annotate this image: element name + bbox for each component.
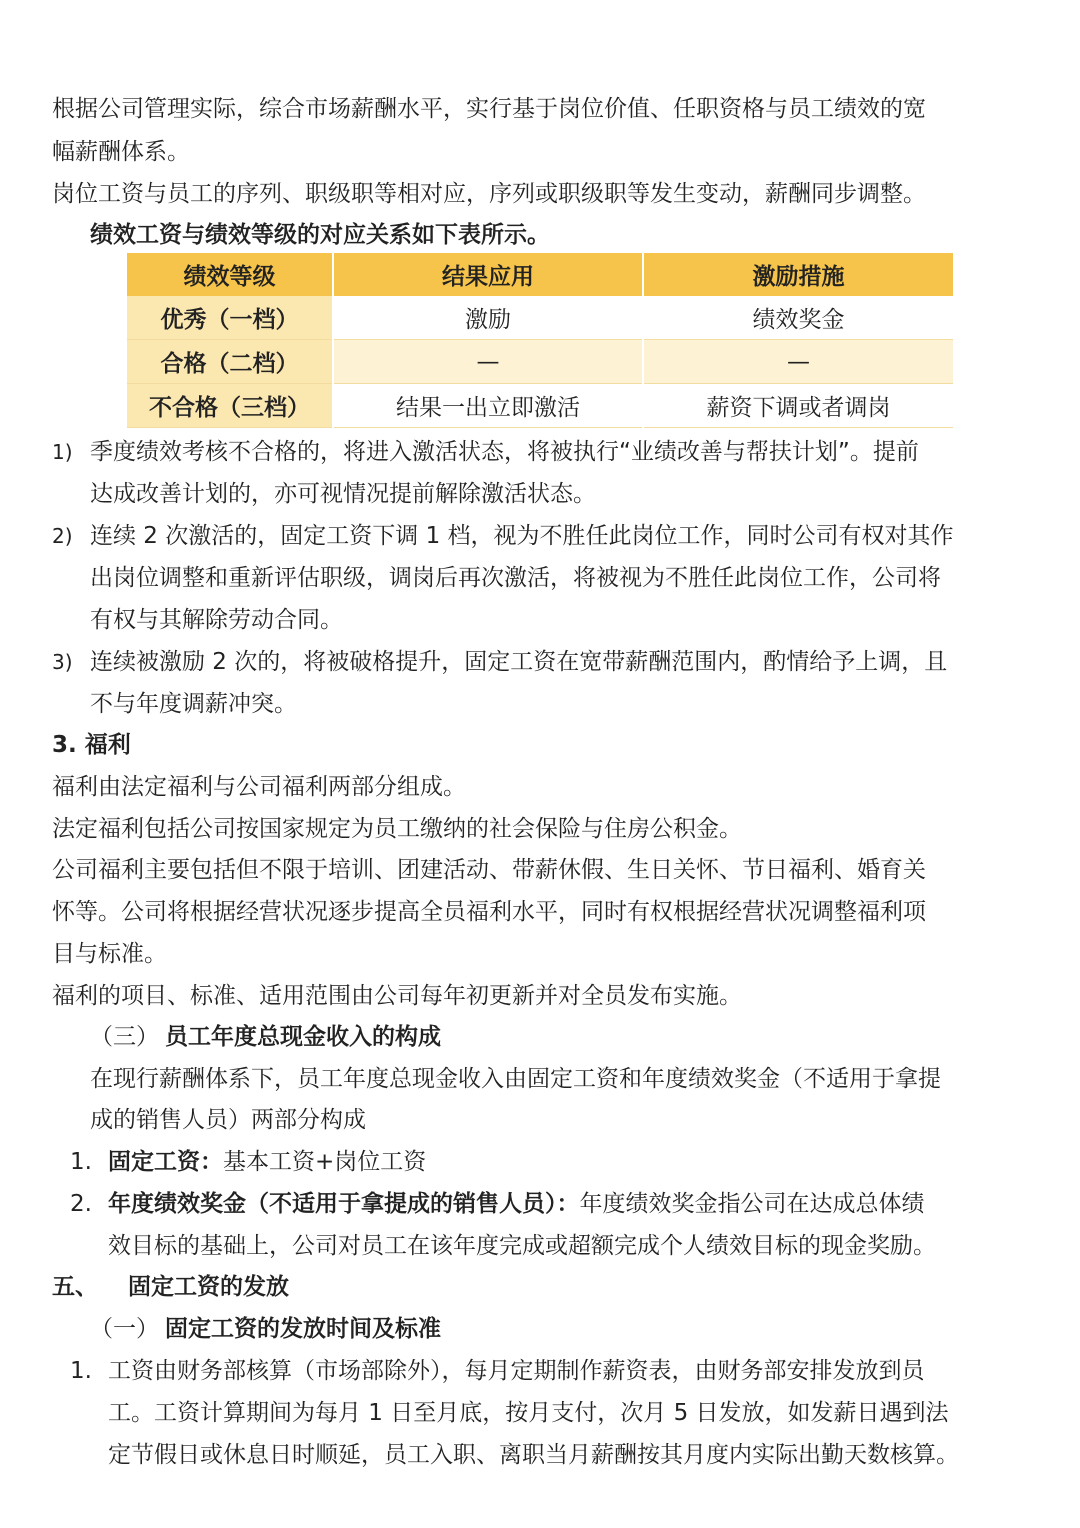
table-header: 结果应用 xyxy=(333,253,643,296)
list-item-text: 年度绩效奖金指公司在达成总体绩 xyxy=(579,1191,925,1217)
list-item-line: 工。工资计算期间为每月 1 日至月底，按月支付，次月 5 日发放，如发薪日遇到法 xyxy=(108,1400,949,1426)
list-item-line: 不与年度调薪冲突。 xyxy=(90,691,297,717)
paragraph-line: 成的销售人员）两部分构成 xyxy=(90,1107,366,1133)
list-item-line: 效目标的基础上，公司对员工在该年度完成或超额完成个人绩效目标的现金奖励。 xyxy=(108,1233,936,1259)
list-number: 1. xyxy=(70,1149,92,1175)
section-heading: 固定工资的发放时间及标准 xyxy=(165,1316,441,1342)
paragraph-line: 目与标准。 xyxy=(52,941,167,967)
list-number: 3) xyxy=(52,650,73,674)
table-cell: 结果一出立即激活 xyxy=(333,384,643,428)
list-item xyxy=(108,1141,426,1183)
paragraph-line: 幅薪酬体系。 xyxy=(52,139,190,165)
paragraph-line: 岗位工资与员工的序列、职级职等相对应，序列或职级职等发生变动，薪酬同步调整。 xyxy=(52,181,926,207)
table-cell: — xyxy=(643,340,954,384)
performance-table xyxy=(127,253,955,428)
list-number: 2. xyxy=(70,1191,92,1217)
table-cell-grade: 不合格（三档） xyxy=(127,384,333,428)
list-number: 1) xyxy=(52,440,73,464)
list-item-line: 有权与其解除劳动合同。 xyxy=(90,607,343,633)
table-cell-grade: 合格（二档） xyxy=(127,340,333,384)
list-item-term: 固定工资： xyxy=(108,1149,223,1175)
section-number: （三） xyxy=(90,1024,159,1050)
chapter-heading: 固定工资的发放 xyxy=(128,1274,289,1300)
paragraph-line: 根据公司管理实际，综合市场薪酬水平，实行基于岗位价值、任职资格与员工绩效的宽 xyxy=(52,96,926,122)
table-cell-grade: 优秀（一档） xyxy=(127,296,333,340)
paragraph-line: 怀等。公司将根据经营状况逐步提高全员福利水平，同时有权根据经营状况调整福利项 xyxy=(52,899,926,925)
table-row xyxy=(127,340,954,384)
list-item-line: 出岗位调整和重新评估职级，调岗后再次激活，将被视为不胜任此岗位工作，公司将 xyxy=(90,565,941,591)
list-item-line: 定节假日或休息日时顺延，员工入职、离职当月薪酬按其月度内实际出勤天数核算。 xyxy=(108,1442,959,1468)
table-header: 绩效等级 xyxy=(127,253,333,296)
section-heading: 3. 福利 xyxy=(52,732,131,758)
chapter-number: 五、 xyxy=(52,1274,98,1300)
list-item-line: 连续被激励 2 次的，将被破格提升，固定工资在宽带薪酬范围内，酌情给予上调，且 xyxy=(90,649,948,675)
table-row xyxy=(127,384,954,428)
paragraph-line: 福利的项目、标准、适用范围由公司每年初更新并对全员发布实施。 xyxy=(52,983,742,1009)
paragraph-line: 在现行薪酬体系下，员工年度总现金收入由固定工资和年度绩效奖金（不适用于拿提 xyxy=(90,1066,941,1092)
list-item-line: 达成改善计划的，亦可视情况提前解除激活状态。 xyxy=(90,481,596,507)
list-item-term: 年度绩效奖金（不适用于拿提成的销售人员）： xyxy=(108,1191,580,1217)
table-cell: 激励 xyxy=(333,296,643,340)
paragraph-line: 公司福利主要包括但不限于培训、团建活动、带薪休假、生日关怀、节日福利、婚育关 xyxy=(52,857,926,883)
list-number: 2) xyxy=(52,524,73,548)
table-row xyxy=(127,296,954,340)
table-cell: 绩效奖金 xyxy=(643,296,954,340)
paragraph-line: 福利由法定福利与公司福利两部分组成。 xyxy=(52,774,466,800)
section-number: （一） xyxy=(90,1316,159,1342)
list-item xyxy=(108,1183,925,1225)
table-header: 激励措施 xyxy=(643,253,954,296)
list-item-line: 工资由财务部核算（市场部除外），每月定期制作薪资表，由财务部安排发放到员 xyxy=(108,1358,925,1384)
table-header-row xyxy=(127,253,954,296)
list-item-text: 基本工资+岗位工资 xyxy=(223,1149,427,1175)
paragraph-line: 法定福利包括公司按国家规定为员工缴纳的社会保险与住房公积金。 xyxy=(52,816,742,842)
list-number: 1. xyxy=(70,1358,92,1384)
list-item-line: 季度绩效考核不合格的，将进入激活状态，将被执行“业绩改善与帮扶计划”。提前 xyxy=(90,439,919,465)
table-cell: — xyxy=(333,340,643,384)
list-item-line: 连续 2 次激活的，固定工资下调 1 档，视为不胜任此岗位工作，同时公司有权对其作 xyxy=(90,523,954,549)
table-cell: 薪资下调或者调岗 xyxy=(643,384,954,428)
table-caption: 绩效工资与绩效等级的对应关系如下表所示。 xyxy=(90,222,550,248)
section-heading: 员工年度总现金收入的构成 xyxy=(165,1024,441,1050)
